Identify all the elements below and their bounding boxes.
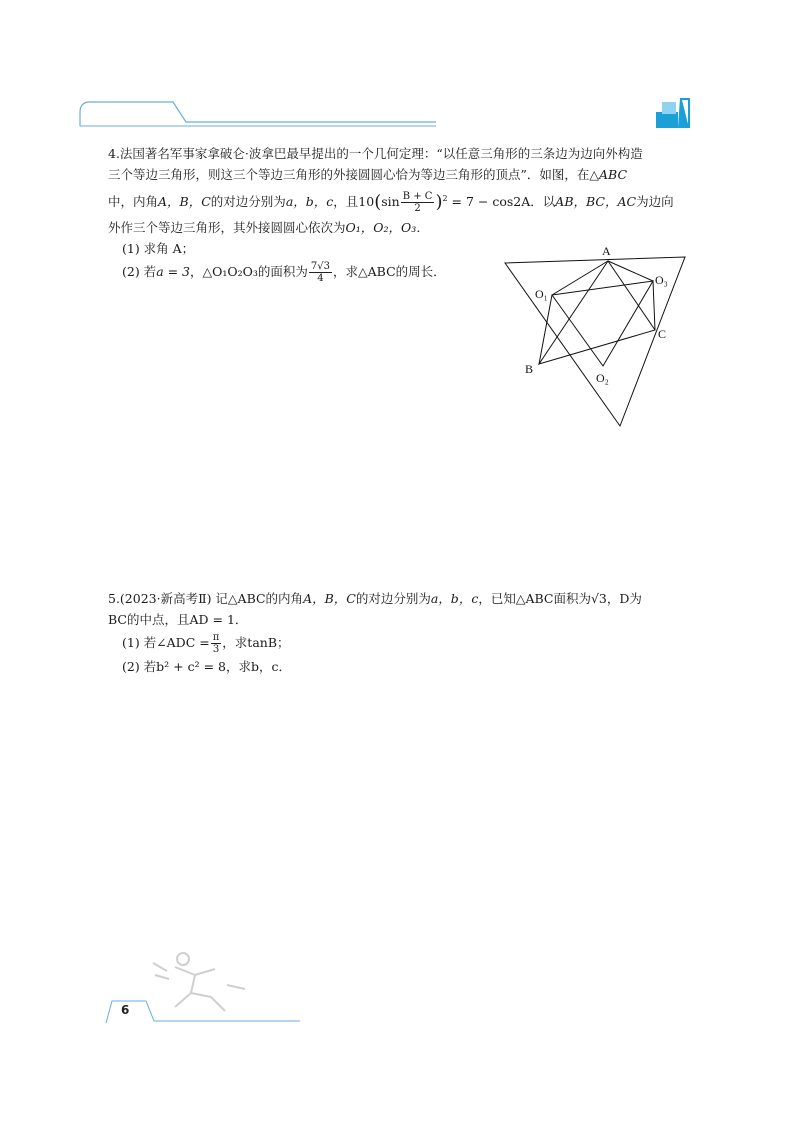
- p4-sin: sin: [381, 194, 400, 210]
- p4-line2: [108, 164, 696, 185]
- p4-l4b: O₁，O₂，O₃．: [345, 219, 429, 235]
- napoleon-triangle-figure: [495, 240, 695, 435]
- p5-l1a: 5.(2023·新高考Ⅱ) 记△ABC的内角: [108, 591, 304, 606]
- triangle-o1o2o3: [552, 281, 653, 366]
- triangle-abc: [539, 261, 655, 364]
- left-paren: (: [374, 191, 382, 213]
- p4-line1: 4.法国著名军事家拿破仑·波拿巴最早提出的一个几何定理：“以任意三角形的三条边为边向外构造: [108, 146, 643, 161]
- p4-l3d: a，b，c: [285, 194, 334, 210]
- p4-q2d: ，求△ABC的周长．: [333, 263, 446, 279]
- p4-q2-den: 4: [317, 272, 324, 284]
- p4-q2c: ，△O₁O₂O₃的面积为: [190, 263, 308, 279]
- p4-l4a: 外作三个等边三角形，其外接圆圆心依次为: [108, 219, 346, 235]
- p5-question-2: (2) 若b² + c² = 8，求b，c．: [122, 659, 292, 674]
- p4-l3c: 的对边分别为: [210, 194, 286, 210]
- line-a-o1: [552, 261, 608, 295]
- problem-5: [108, 588, 696, 677]
- p5-l1b: A，B，C: [303, 591, 356, 606]
- label-B: B: [525, 362, 534, 376]
- line-c-o3: [653, 281, 655, 330]
- p4-l3f: = 7 − cos2A．以: [451, 194, 556, 210]
- corner-logo-icon: [654, 96, 694, 130]
- p5-q1-num: π: [212, 632, 220, 643]
- label-O1: O₁: [535, 287, 548, 301]
- p4-l3a: 中，内角: [108, 194, 159, 210]
- p4-triangle-abc: △ABC: [589, 167, 628, 182]
- p4-l3g: AB，BC，AC: [555, 194, 637, 210]
- p5-l1e: ，已知△ABC面积为√3，D为: [478, 591, 642, 606]
- p4-frac-num: B + C: [402, 191, 433, 203]
- p4-line3: [108, 185, 696, 217]
- p4-q2-num: 7√3: [310, 260, 331, 272]
- p4-line2-text: 三个等边三角形，则这三个等边三角形的外接圆圆心恰为等边三角形的顶点”．如图，在: [108, 167, 590, 182]
- p4-line4: [108, 217, 696, 238]
- p4-fraction: [401, 191, 435, 214]
- p4-q2a: (2) 若: [122, 263, 157, 279]
- p5-q1a: (1) 若∠ADC =: [122, 635, 210, 650]
- p5-q1b: ，求tanB；: [222, 635, 290, 650]
- right-paren: ): [435, 191, 443, 213]
- label-A: A: [602, 244, 611, 258]
- label-C: C: [658, 327, 667, 341]
- p4-question-1: (1) 求角 A；: [122, 240, 195, 256]
- p4-l3e: ，且10: [333, 194, 375, 210]
- p4-square: 2: [442, 194, 448, 203]
- p4-q2-fraction: [309, 261, 332, 284]
- p4-frac-den: 2: [414, 203, 421, 215]
- header-tab-decoration: [78, 98, 438, 128]
- p4-q2b: a = 3: [156, 263, 191, 279]
- p5-q1-fraction: [211, 632, 222, 655]
- p5-l1c: 的对边分别为: [355, 591, 431, 606]
- footer-tab-decoration: [102, 997, 302, 1025]
- label-O3: O₃: [655, 273, 668, 287]
- page-number: 6: [121, 1003, 130, 1017]
- p4-l3h: 为边向: [636, 194, 674, 210]
- p5-q1-den: 3: [212, 644, 220, 655]
- p5-line2: BC的中点，且AD = 1．: [108, 612, 248, 627]
- label-O2: O₂: [596, 371, 609, 385]
- p5-l1d: a，b，c: [430, 591, 479, 606]
- p5-line1: [108, 588, 696, 609]
- p4-l3b: A，B，C: [158, 194, 211, 210]
- p5-question-1: [108, 630, 696, 656]
